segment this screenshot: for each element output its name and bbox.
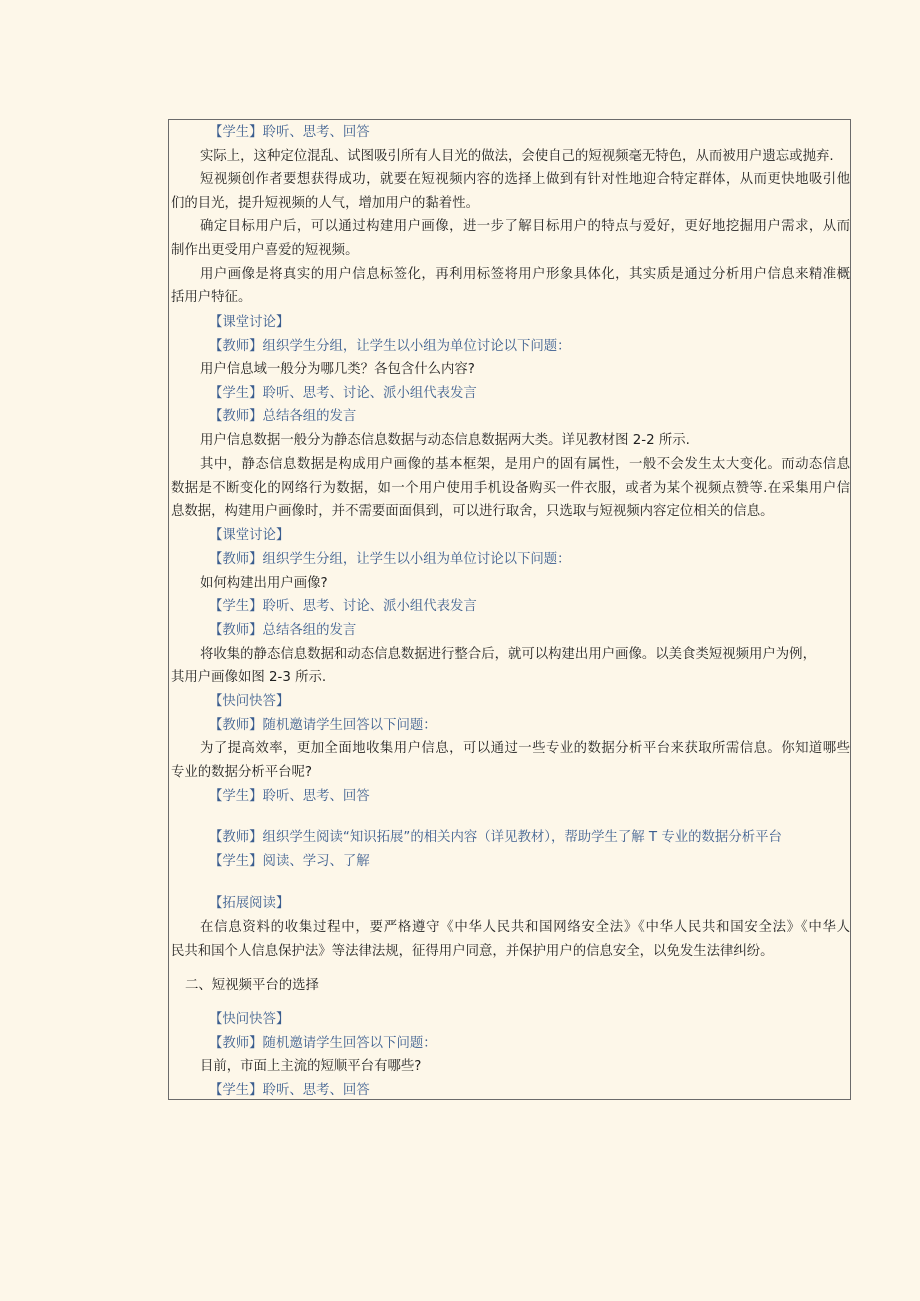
paragraph-line: 息数据，构建用户画像时，并不需要面面俱到，可以进行取舍，只选取与短视频内容定位相关的信息。 (171, 504, 774, 519)
student-response: 【学生】聆听、思考、回答 (209, 1083, 370, 1098)
teacher-instruction: 【教师】随机邀请学生回答以下问题： (209, 718, 437, 733)
student-response: 【学生】聆听、思考、讨论、派小组代表发言 (209, 599, 477, 614)
paragraph-line: 在信息资料的收集过程中，要严格遵守《中华人民共和国网络安全法》《中华人民共和国安全法》《中华人 (200, 920, 850, 935)
section-tag: 【课堂讨论】 (209, 528, 290, 543)
paragraph-line: 将收集的静态信息数据和动态信息数据进行整合后，就可以构建出用户画像。以美食类短视频用户为例， (200, 647, 816, 662)
question-line: 如何构建出用户画像? (200, 576, 328, 591)
section-heading: 二、短视频平台的选择 (185, 978, 319, 993)
teacher-instruction: 【教师】组织学生分组，让学生以小组为单位讨论以下问题： (209, 552, 571, 567)
teacher-instruction: 【教师】组织学生阅读“知识拓展”的相关内容（详见教材），帮助学生了解 T 专业的数据分析平台 (209, 830, 782, 845)
paragraph-line: 用户信息数据一般分为静态信息数据与动态信息数据两大类。详见教材图 2-2 所示. (200, 433, 690, 448)
question-line: 为了提高效率，更加全面地收集用户信息，可以通过一些专业的数据分析平台来获取所需信息。你知道哪些 (200, 741, 850, 756)
teacher-instruction: 【教师】随机邀请学生回答以下问题： (209, 1036, 437, 1051)
paragraph-line: 确定目标用户后，可以通过构建用户画像，进一步了解目标用户的特点与爱好，更好地挖掘用户需求，从而 (200, 219, 850, 234)
paragraph-line: 括用户特征。 (171, 290, 252, 305)
student-response: 【学生】阅读、学习、了解 (209, 854, 370, 869)
paragraph-line: 其中，静态信息数据是构成用户画像的基本框架，是用户的固有属性，一般不会发生太大变化。而动态信息 (200, 457, 850, 472)
paragraph-line: 实际上，这种定位混乱、试图吸引所有人目光的做法，会使自己的短视频毫无特色，从而被用户遗忘或抛弃. (200, 149, 834, 164)
section-tag: 【拓展阅读】 (209, 896, 290, 911)
paragraph-line: 们的目光，提升短视频的人气，增加用户的黏着性。 (171, 196, 479, 211)
teacher-instruction: 【教师】组织学生分组，让学生以小组为单位讨论以下问题： (209, 339, 571, 354)
paragraph-line: 数据是不断变化的网络行为数据，如一个用户使用手机设备购买一件衣服，或者为某个视频点赞等.在采集用户信 (171, 481, 850, 496)
student-response: 【学生】聆听、思考、回答 (209, 789, 370, 804)
paragraph-line: 民共和国个人信息保护法》等法律法规，征得用户同意，并保护用户的信息安全，以免发生法律纠纷。 (171, 944, 774, 959)
section-tag: 【课堂讨论】 (209, 315, 290, 330)
teacher-instruction: 【教师】总结各组的发言 (209, 409, 357, 424)
section-tag: 【快问快答】 (209, 694, 290, 709)
question-line: 目前，市面上主流的短顺平台有哪些? (200, 1059, 422, 1074)
paragraph-line: 制作出更受用户喜爱的短视频。 (171, 243, 359, 258)
student-response: 【学生】聆听、思考、讨论、派小组代表发言 (209, 386, 477, 401)
section-tag: 【快问快答】 (209, 1012, 290, 1027)
question-line: 专业的数据分析平台呢? (171, 765, 313, 780)
question-line: 用户信息域一般分为哪几类？各包含什么内容? (200, 362, 475, 377)
student-response: 【学生】聆听、思考、回答 (209, 125, 370, 140)
paragraph-line: 用户画像是将真实的用户信息标签化，再利用标签将用户形象具体化，其实质是通过分析用户信息来精准概 (200, 267, 850, 282)
teacher-instruction: 【教师】总结各组的发言 (209, 623, 357, 638)
paragraph-line: 短视频创作者要想获得成功，就要在短视频内容的选择上做到有针对性地迎合特定群体，从而更快地吸引他 (200, 172, 850, 187)
paragraph-line: 其用户画像如图 2-3 所示. (171, 670, 327, 685)
